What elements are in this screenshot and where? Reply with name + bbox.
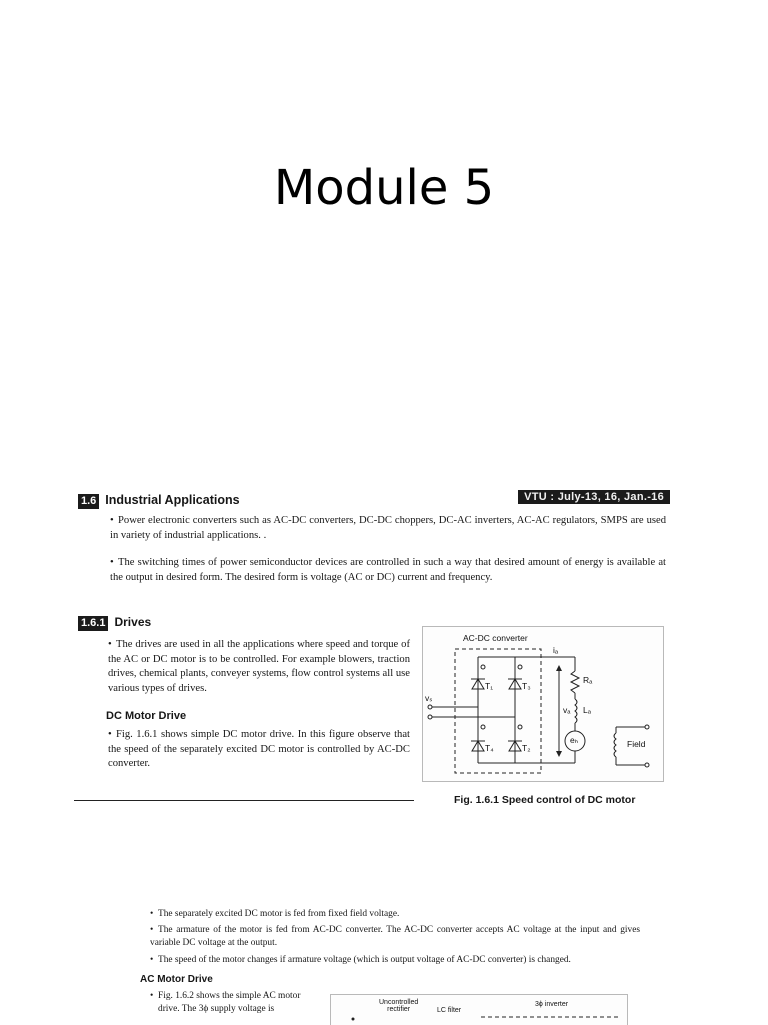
exam-tag: VTU : July-13, 16, Jan.-16 [518,490,670,504]
section-title: Industrial Applications [105,493,240,507]
back-emf-label: eₕ [570,735,579,745]
dc-motor-circuit-diagram [422,626,664,782]
supply-voltage-label: vₛ [425,693,433,703]
section-number: 1.6 [78,494,99,509]
scanned-page-1 [72,484,676,824]
bullet-dot: • [108,729,112,740]
armature-current-label: iₐ [553,645,559,655]
ac-motor-bullet: • Fig. 1.6.2 shows the simple AC motor drive. The 3ϕ supply voltage is [150,991,301,1014]
dc-motor-drive-heading: DC Motor Drive [106,710,187,722]
scanned-page-2 [130,894,640,1024]
lc-filter-label: LC filter [437,1007,462,1014]
armature-inductance-label: Lₐ [583,705,591,715]
section-heading [78,493,240,509]
armature-resistance-label: Rₐ [583,675,593,685]
armature-voltage-label: vₐ [563,705,571,715]
ac-drive-diagram [330,994,628,1025]
subsection-number: 1.6.1 [78,616,108,631]
bullet-dot: • [110,557,114,568]
inverter-label: 3ϕ inverter [535,1001,569,1008]
ac-drive-drawing [331,995,627,1025]
slide-title: Module 5 [273,160,495,216]
subsection-heading [78,615,151,631]
thyristor-t2-label: T₂ [522,743,531,753]
thyristor-t4-label: T₄ [485,743,494,753]
industrial-bullet-1: • Power electronic converters such as AC-DC converters, DC-DC choppers, DC-AC inverters, AC-AC regulators, SMPS are used in variety of industrial applications. . [110,515,666,541]
dc-motor-bullet: • Fig. 1.6.1 shows simple DC motor drive. In this figure observe that the speed of the separately excited DC motor is controlled by AC-DC converter. [108,729,410,770]
subsection-title: Drives [114,615,152,629]
field-label: Field [627,739,646,749]
page2-bullet-1: • The separately excited DC motor is fed from fixed field voltage. [150,909,400,919]
converter-label: AC-DC converter [463,633,528,643]
page2-bullet-3: • The speed of the motor changes if armature voltage (which is output voltage of AC-DC converter) is changed. [150,955,571,965]
thyristor-t3-label: T₃ [522,681,531,691]
bullet-dot: • [108,639,112,650]
industrial-bullet-2: • The switching times of power semiconductor devices are controlled in such a way that desired amount of energy is available at the output in desired form. The desired form is voltage (AC or DC) current and frequency. [110,557,666,583]
drives-bullet: • The drives are used in all the applications where speed and torque of the AC or DC motor is to be controlled. For example blowers, traction drives, chemical plants, conveyer systems, flow control systems all use various types of drives. [108,639,410,694]
page2-bullet-2: • The armature of the motor is fed from AC-DC converter. The AC-DC converter accepts AC voltage at the input and gives variable DC voltage at the output. [150,925,640,948]
circuit-drawing [423,627,663,781]
thyristor-t1-label: T₁ [485,681,494,691]
uncontrolled-label: Uncontrolled rectifier [379,999,419,1013]
figure-caption: Fig. 1.6.1 Speed control of DC motor [454,794,636,806]
footer-rule [74,800,414,801]
bullet-dot: • [110,515,114,526]
ac-motor-drive-heading: AC Motor Drive [140,974,213,985]
